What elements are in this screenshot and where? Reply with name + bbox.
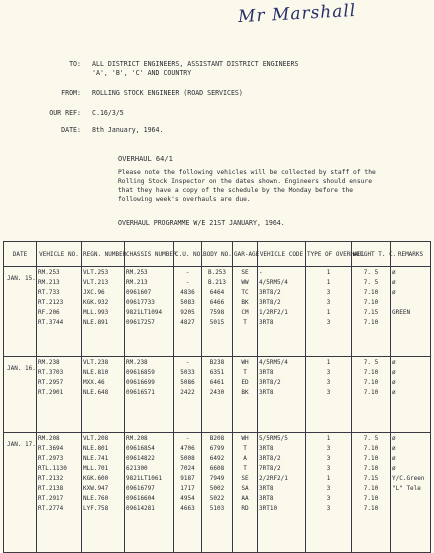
body-value: B208 — [209, 435, 225, 442]
code-value: 3RT8 — [259, 485, 274, 492]
regn-value: MLL.993 — [83, 309, 109, 316]
to-line-2: 'A', 'B', 'C' AND COUNTRY — [92, 69, 192, 77]
chassis-cell — [125, 433, 174, 553]
remarks-value: GREEN — [392, 309, 411, 316]
body-value: 6466 — [209, 299, 225, 306]
code-cell — [258, 433, 306, 553]
remarks-cell — [391, 357, 431, 433]
remarks-value: Y/C.Green — [392, 475, 425, 482]
chassis-value: 09616604 — [126, 495, 155, 502]
body-cell — [202, 433, 233, 553]
type-cell — [306, 267, 352, 357]
remarks-value: ø — [392, 389, 396, 396]
regn-value: NLE.648 — [83, 389, 109, 396]
body-value: 5015 — [209, 319, 225, 326]
weight-cell — [352, 433, 391, 553]
chassis-value: 0961607 — [126, 289, 152, 296]
garage-value: SA — [241, 485, 249, 492]
remarks-value: ø — [392, 435, 396, 442]
code-value: 3RT8 — [259, 389, 274, 396]
regn-value: KGK.600 — [83, 475, 109, 482]
cu-value: 9205 — [180, 309, 195, 316]
body-value: 6464 — [209, 289, 225, 296]
vehicle-value: RT.2901 — [38, 389, 64, 396]
type-value: 3 — [326, 389, 331, 396]
body-value: B.213 — [207, 279, 227, 286]
remarks-value: "L" Tele — [392, 485, 421, 492]
weight-value: 7. 5 — [363, 435, 379, 442]
garage-value: T — [243, 369, 247, 376]
date-cell: JAN. 15. — [4, 267, 37, 357]
remarks-cell — [391, 433, 431, 553]
body-value: B.253 — [207, 269, 227, 276]
weight-value: 7.10 — [363, 495, 379, 502]
garage-cell — [233, 357, 258, 433]
garage-value: TC — [241, 289, 249, 296]
chassis-value: 09616699 — [126, 379, 155, 386]
weight-cell — [352, 357, 391, 433]
vehicle-cell — [37, 357, 82, 433]
vehicle-value: RT.2132 — [38, 475, 64, 482]
garage-value: BK — [241, 299, 249, 306]
weight-value: 7.10 — [363, 369, 379, 376]
type-value: 3 — [326, 485, 331, 492]
garage-value: T — [243, 319, 247, 326]
type-value: 3 — [326, 495, 331, 502]
garage-value: ED — [241, 379, 249, 386]
body-value: B238 — [209, 359, 225, 366]
chassis-cell — [125, 267, 174, 357]
paragraph-line: following week's overhauls are due. — [118, 196, 251, 203]
type-value: 3 — [326, 299, 331, 306]
chassis-value: 09617257 — [126, 319, 155, 326]
body-value: 6461 — [209, 379, 225, 386]
type-value: 3 — [326, 465, 331, 472]
remarks-value: ø — [392, 379, 396, 386]
weight-value: 7.10 — [363, 505, 379, 512]
code-value: - — [259, 269, 263, 276]
from-label: FROM: — [61, 89, 81, 97]
weight-value: 7.10 — [363, 485, 379, 492]
code-value: 4/5RM5/4 — [259, 359, 288, 366]
header-date: DATE — [4, 242, 37, 267]
body-value: 6492 — [209, 455, 225, 462]
chassis-value: 09616571 — [126, 389, 155, 396]
header-vehicle: VEHICLE NO. — [37, 242, 82, 267]
chassis-value: 09616797 — [126, 485, 155, 492]
code-value: 5/5RM5/5 — [259, 435, 288, 442]
header-body: BODY NO. — [202, 242, 233, 267]
code-cell — [258, 357, 306, 433]
from-value: ROLLING STOCK ENGINEER (ROAD SERVICES) — [92, 89, 243, 97]
chassis-value: 09616859 — [126, 369, 155, 376]
code-value: 3RT8 — [259, 495, 274, 502]
vehicle-value: RM.208 — [38, 435, 60, 442]
paragraph-line: that they have a copy of the schedule by the Monday before the — [118, 187, 354, 194]
remarks-value — [392, 504, 429, 514]
code-value: 3RT8/2 — [259, 379, 281, 386]
type-value: 3 — [326, 379, 331, 386]
body-value: 6351 — [209, 369, 225, 376]
garage-value: WW — [241, 279, 249, 286]
weight-cell — [352, 267, 391, 357]
garage-value: AA — [241, 495, 249, 502]
body-value: 7949 — [209, 475, 225, 482]
header-type: TYPE OF OVERHAUL — [306, 242, 352, 267]
type-cell — [306, 433, 352, 553]
weight-value: 7.10 — [363, 379, 379, 386]
cu-value: 5086 — [180, 379, 195, 386]
weight-value: 7.10 — [363, 445, 379, 452]
cu-value: - — [185, 269, 190, 276]
table-header-row — [4, 242, 431, 267]
cu-value: 1717 — [180, 485, 195, 492]
code-value: 3RT8/2 — [259, 299, 281, 306]
cu-value: 7024 — [180, 465, 195, 472]
cu-value: 4827 — [180, 319, 195, 326]
code-value: 3RT8/2 — [259, 289, 281, 296]
remarks-value — [392, 298, 429, 308]
type-value: 1 — [326, 309, 331, 316]
remarks-value: ø — [392, 279, 396, 286]
remarks-value: ø — [392, 269, 396, 276]
type-value: 1 — [326, 269, 331, 276]
chassis-value: 9821LT1094 — [126, 309, 163, 316]
weight-value: 7.15 — [363, 309, 379, 316]
type-value: 3 — [326, 505, 331, 512]
weight-value: 7.10 — [363, 465, 379, 472]
header-remarks: REMARKS — [391, 242, 431, 267]
cu-value: 4954 — [180, 495, 195, 502]
weight-value: 7.10 — [363, 455, 379, 462]
cu-cell — [174, 357, 202, 433]
date-label: DATE: — [61, 126, 81, 134]
remarks-value: ø — [392, 289, 396, 296]
type-value: 1 — [326, 435, 331, 442]
remarks-value: ø — [392, 359, 396, 366]
ref-value: C.16/3/5 — [92, 109, 124, 117]
cu-value: - — [185, 359, 190, 366]
weight-value: 7. 5 — [363, 279, 379, 286]
vehicle-value: RT.2123 — [38, 299, 64, 306]
code-value: 3RT8 — [259, 445, 274, 452]
vehicle-value: RT.2138 — [38, 485, 64, 492]
chassis-value: 09616854 — [126, 445, 155, 452]
body-value: 5103 — [209, 505, 225, 512]
vehicle-value: RT.3703 — [38, 369, 64, 376]
regn-value: LYF.758 — [83, 505, 109, 512]
code-value: 4/5RM5/4 — [259, 279, 288, 286]
date-cell: JAN. 17. — [4, 433, 37, 553]
handwritten-signature: Mr Marshall — [237, 0, 357, 28]
body-value: 5002 — [209, 485, 225, 492]
header-garage: GAR-AGE — [233, 242, 258, 267]
programme-title: OVERHAUL PROGRAMME W/E 21ST JANUARY, 1964. — [118, 219, 285, 227]
type-value: 3 — [326, 319, 331, 326]
body-value: 6799 — [209, 445, 225, 452]
code-value: 3RT8/2 — [259, 455, 281, 462]
code-value: 3RT10 — [259, 505, 278, 512]
vehicle-value: RT.3694 — [38, 445, 64, 452]
cu-value: 5033 — [180, 369, 195, 376]
regn-value: NLE.801 — [83, 445, 109, 452]
remarks-value: ø — [392, 369, 396, 376]
garage-value: SE — [241, 269, 249, 276]
vehicle-value: RT.2973 — [38, 455, 64, 462]
vehicle-cell — [37, 433, 82, 553]
paragraph-line: Please note the following vehicles will be collected by staff of the — [118, 169, 376, 176]
cu-value: 2422 — [180, 389, 195, 396]
to-line-1: ALL DISTRICT ENGINEERS, ASSISTANT DISTRICT ENGINEERS — [92, 60, 299, 68]
type-value: 3 — [326, 455, 331, 462]
to-label: TO: — [69, 60, 81, 68]
vehicle-value: RM.238 — [38, 359, 60, 366]
weight-value: 7. 5 — [363, 269, 379, 276]
chassis-value: RM.238 — [126, 359, 148, 366]
body-cell — [202, 267, 233, 357]
regn-value: NLE.810 — [83, 369, 109, 376]
ref-label: OUR REF: — [49, 109, 81, 117]
body-cell — [202, 357, 233, 433]
regn-value: MLL.701 — [83, 465, 109, 472]
code-value: 7RT8/2 — [259, 465, 281, 472]
code-cell — [258, 267, 306, 357]
type-value: 3 — [326, 445, 331, 452]
regn-value: NLE.741 — [83, 455, 109, 462]
vehicle-value: RF.206 — [38, 309, 60, 316]
cu-value: 5083 — [180, 299, 195, 306]
vehicle-value: RTL.1130 — [38, 465, 67, 472]
regn-value: VLT.208 — [83, 435, 109, 442]
cu-cell — [174, 267, 202, 357]
regn-value: KXW.947 — [83, 485, 109, 492]
regn-cell — [82, 357, 125, 433]
regn-value: NLE.760 — [83, 495, 109, 502]
remarks-value — [392, 494, 429, 504]
vehicle-value: RT.733 — [38, 289, 60, 296]
cu-value: - — [185, 279, 190, 286]
cu-value: 9187 — [180, 475, 195, 482]
weight-value: 7.10 — [363, 299, 379, 306]
remarks-value — [392, 318, 429, 328]
code-value: 2/2RF2/1 — [259, 475, 288, 482]
type-value: 1 — [326, 475, 331, 482]
table-row — [4, 357, 431, 433]
garage-value: WH — [241, 435, 249, 442]
code-value: 1/2RF2/1 — [259, 309, 288, 316]
regn-value: VLT.213 — [83, 279, 109, 286]
header-cu: C.U. NO. — [174, 242, 202, 267]
code-value: 3RT8 — [259, 369, 274, 376]
remarks-value: ø — [392, 445, 396, 452]
cu-value: - — [185, 435, 190, 442]
remarks-cell — [391, 267, 431, 357]
garage-value: CM — [241, 309, 249, 316]
header-weight: WEIGHT T. C. — [352, 242, 391, 267]
body-value: 5022 — [209, 495, 225, 502]
vehicle-value: RM.253 — [38, 269, 60, 276]
regn-cell — [82, 433, 125, 553]
vehicle-value: RM.213 — [38, 279, 60, 286]
weight-value: 7.10 — [363, 319, 379, 326]
date-value: 8th January, 1964. — [92, 126, 164, 134]
remarks-value: ø — [392, 465, 396, 472]
regn-value: JXC.96 — [83, 289, 105, 296]
overhaul-table — [3, 241, 431, 553]
type-value: 3 — [326, 289, 331, 296]
code-value: 3RT8 — [259, 319, 274, 326]
garage-value: WH — [241, 359, 249, 366]
vehicle-value: RT.2774 — [38, 505, 64, 512]
type-cell — [306, 357, 352, 433]
chassis-value: RM.208 — [126, 435, 148, 442]
instruction-paragraph — [118, 168, 418, 204]
weight-value: 7. 5 — [363, 359, 379, 366]
chassis-value: 09617733 — [126, 299, 155, 306]
chassis-cell — [125, 357, 174, 433]
type-value: 1 — [326, 359, 331, 366]
type-value: 3 — [326, 369, 331, 376]
chassis-value: RM.213 — [126, 279, 148, 286]
regn-value: KGK.932 — [83, 299, 109, 306]
garage-value: BK — [241, 389, 249, 396]
chassis-value: RM.253 — [126, 269, 148, 276]
cu-value: 4706 — [180, 445, 195, 452]
body-value: 2430 — [209, 389, 225, 396]
cu-value: 4836 — [180, 289, 195, 296]
remarks-value: ø — [392, 455, 396, 462]
regn-value: NLE.891 — [83, 319, 109, 326]
garage-value: T — [243, 445, 247, 452]
date-cell: JAN. 16. — [4, 357, 37, 433]
chassis-value: 621300 — [126, 465, 148, 472]
chassis-value: 09614281 — [126, 505, 155, 512]
vehicle-cell — [37, 267, 82, 357]
header-chassis: CHASSIS NUMBER — [125, 242, 174, 267]
table-row — [4, 267, 431, 357]
weight-value: 7.10 — [363, 389, 379, 396]
vehicle-value: RT.2957 — [38, 379, 64, 386]
garage-value: RD — [241, 505, 249, 512]
garage-value: A — [243, 455, 247, 462]
cu-cell — [174, 433, 202, 553]
overhaul-heading: OVERHAUL 64/1 — [118, 155, 173, 163]
body-value: 6608 — [209, 465, 225, 472]
regn-value: VLT.238 — [83, 359, 109, 366]
garage-value: T — [243, 465, 247, 472]
chassis-value: 9821LT1061 — [126, 475, 163, 482]
chassis-value: 09614822 — [126, 455, 155, 462]
regn-cell — [82, 267, 125, 357]
vehicle-value: RT.3744 — [38, 319, 64, 326]
header-regn: REGN. NUMBER — [82, 242, 125, 267]
paragraph-line: Rolling Stock Inspector on the dates shown. Engineers should ensure — [118, 178, 373, 185]
weight-value: 7.10 — [363, 289, 379, 296]
weight-value: 7.15 — [363, 475, 379, 482]
body-value: 7598 — [209, 309, 225, 316]
regn-value: VLT.253 — [83, 269, 109, 276]
cu-value: 5008 — [180, 455, 195, 462]
header-code: VEHICLE CODE — [258, 242, 306, 267]
table-row — [4, 433, 431, 553]
garage-cell — [233, 267, 258, 357]
type-value: 1 — [326, 279, 331, 286]
vehicle-value: RT.2917 — [38, 495, 64, 502]
garage-value: SE — [241, 475, 249, 482]
garage-cell — [233, 433, 258, 553]
regn-value: MXX.46 — [83, 379, 105, 386]
cu-value: 4663 — [180, 505, 195, 512]
